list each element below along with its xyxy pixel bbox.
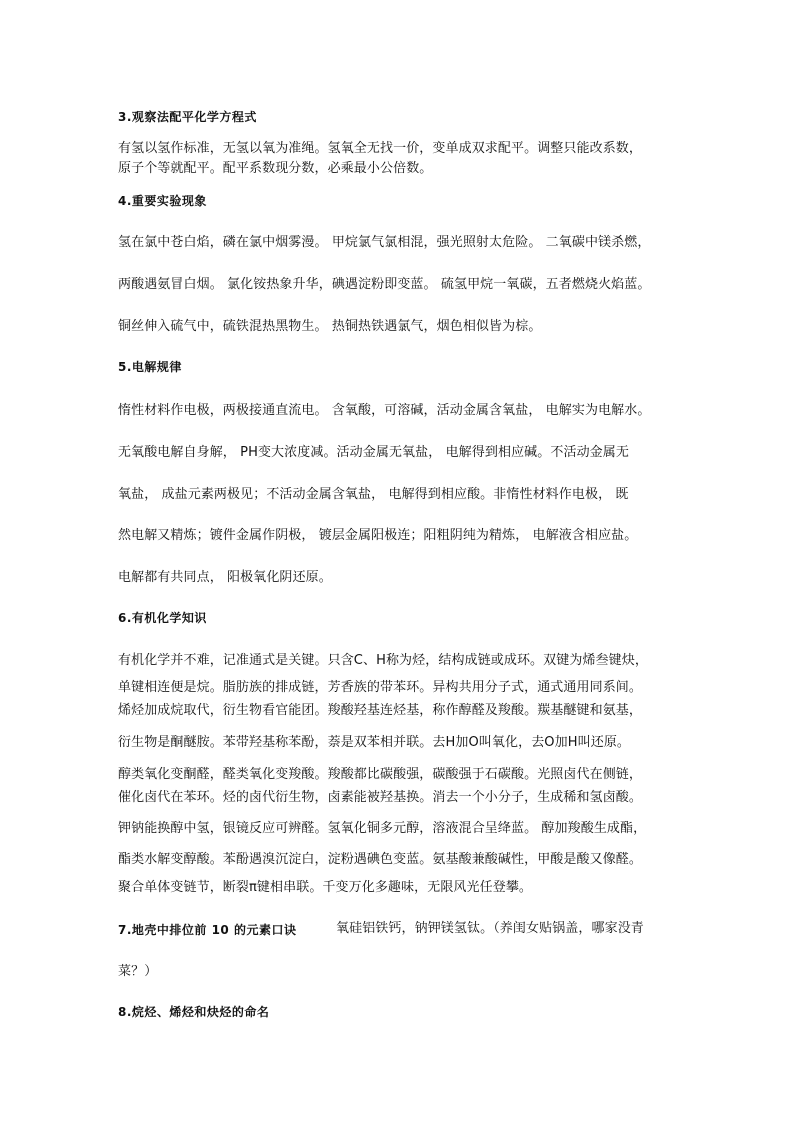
paragraph-line: 醇类氧化变酮醛，醛类氧化变羧酸。羧酸都比碳酸强，碳酸强于石碳酸。光照卤代在侧链， <box>118 767 643 782</box>
paragraph-line: 氧硅铝铁钙，钠钾镁氢钛。（养闺女贴锅盖，哪家没青 <box>336 921 644 936</box>
paragraph-line: 无氧酸电解自身解， PH变大浓度减。活动金属无氧盐， 电解得到相应碱。不活动金属无 <box>118 445 629 460</box>
paragraph-line: 菜？） <box>118 964 158 979</box>
paragraph-line: 铜丝伸入硫气中，硫铁混热黑物生。 热铜热铁遇氯气，烟色相似皆为棕。 <box>118 319 542 334</box>
paragraph-line: 酯类水解变醇酸。苯酚遇溴沉淀白，淀粉遇碘色变蓝。氨基酸兼酸碱性，甲酸是酸又像醛。 <box>118 852 643 867</box>
paragraph-line: 聚合单体变链节，断裂π键相串联。千变万化多趣味，无限风光任登攀。 <box>118 880 533 895</box>
paragraph-line: 然电解又精炼；镀件金属作阴极， 镀层金属阳极连；阳粗阴纯为精炼， 电解液含相应盐。 <box>118 528 638 543</box>
section-heading-6: 6.有机化学知识 <box>118 611 207 625</box>
paragraph-line: 有氢以氢作标准，无氢以氧为准绳。氢氧全无找一价，变单成双求配平。调整只能改系数， <box>118 141 643 156</box>
section-heading-5: 5.电解规律 <box>118 360 182 374</box>
paragraph-line: 惰性材料作电极，两极接通直流电。 含氧酸，可溶碱，活动金属含氧盐， 电解实为电解水。 <box>118 403 651 418</box>
paragraph-line: 衍生物是酮醚胺。苯带羟基称苯酚，萘是双苯相并联。去H加O叫氧化，去O加H叫还原。 <box>118 735 631 750</box>
section-heading-3: 3.观察法配平化学方程式 <box>118 110 257 124</box>
paragraph-line: 烯烃加成烷取代，衍生物看官能团。羧酸羟基连烃基，称作醇醛及羧酸。羰基醚键和氨基， <box>118 703 643 718</box>
section-heading-7: 7.地壳中排位前 10 的元素口诀 <box>118 923 297 937</box>
section-heading-8: 8.烷烃、烯烃和炔烃的命名 <box>118 1005 270 1019</box>
paragraph-line: 两酸遇氨冒白烟。 氯化铵热象升华，碘遇淀粉即变蓝。 硫氢甲烷一氧碳，五者燃烧火焰蓝。 <box>118 277 651 292</box>
paragraph-line: 催化卤代在苯环。烃的卤代衍生物，卤素能被羟基换。消去一个小分子，生成稀和氢卤酸。 <box>118 790 643 805</box>
paragraph-line: 氧盐， 成盐元素两极见；不活动金属含氧盐， 电解得到相应酸。非惰性材料作电极， 既 <box>118 487 629 502</box>
section-heading-4: 4.重要实验现象 <box>118 194 207 208</box>
paragraph-line: 电解都有共同点， 阳极氧化阴还原。 <box>118 570 332 585</box>
paragraph-line: 钾钠能换醇中氢，银镜反应可辨醛。氢氧化铜多元醇，溶液混合呈绛蓝。 醇加羧酸生成酯， <box>118 821 647 836</box>
paragraph-line: 氢在氯中苍白焰，磷在氯中烟雾漫。 甲烷氯气氯相混，强光照射太危险。 二氧碳中镁杀燃， <box>118 235 651 250</box>
paragraph-line: 有机化学并不难，记准通式是关键。只含C、H称为烃，结构成链或成环。双键为烯叁键炔， <box>118 653 648 668</box>
paragraph-line: 单键相连便是烷。脂肪族的排成链，芳香族的带苯环。异构共用分子式，通式通用同系间。 <box>118 680 643 695</box>
paragraph-line: 原子个等就配平。配平系数现分数，必乘最小公倍数。 <box>118 161 433 176</box>
